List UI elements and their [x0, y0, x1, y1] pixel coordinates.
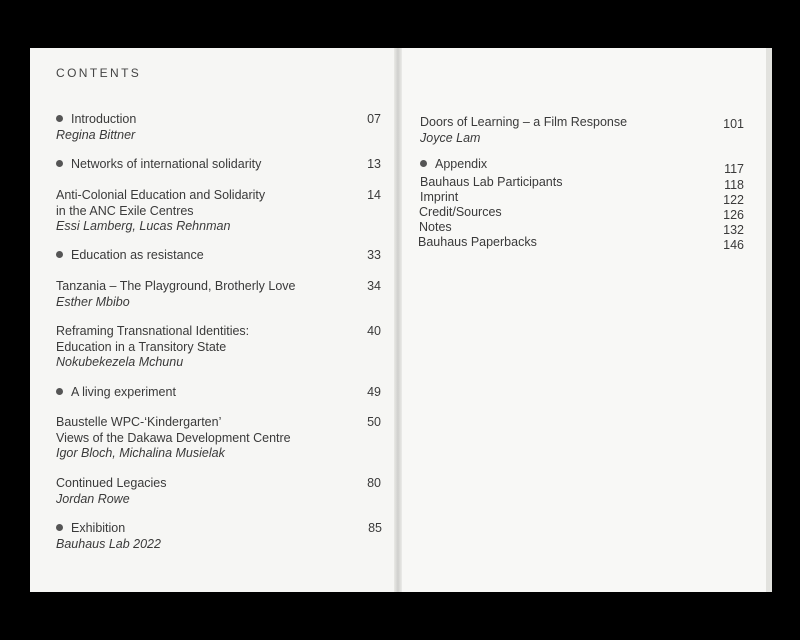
- appendix-item-credit-sources[interactable]: Credit/Sources: [419, 205, 502, 219]
- toc-entry-exhibition[interactable]: [56, 521, 161, 552]
- bullet-icon: [420, 160, 427, 167]
- entry-author: Joyce Lam: [420, 130, 481, 145]
- entry-page-number: 50: [367, 415, 381, 429]
- entry-title: Continued Legacies: [56, 476, 167, 490]
- entry-title: Reframing Transnational Identities:: [56, 324, 250, 338]
- bullet-icon: [56, 251, 63, 258]
- appendix-page-number: 122: [723, 193, 744, 207]
- appendix-item-notes[interactable]: Notes: [419, 220, 452, 234]
- contents-heading: CONTENTS: [56, 66, 142, 80]
- toc-entry-tanzania[interactable]: [56, 279, 296, 310]
- entry-title-continued: in the ANC Exile Centres: [56, 203, 194, 218]
- entry-author: Bauhaus Lab 2022: [56, 536, 161, 551]
- bullet-icon: [56, 115, 63, 122]
- entry-author: Jordan Rowe: [56, 491, 130, 506]
- entry-title: Tanzania – The Playground, Brotherly Love: [56, 279, 296, 293]
- entry-title: Doors of Learning – a Film Response: [420, 115, 628, 129]
- entry-author: Regina Bittner: [56, 127, 136, 142]
- toc-entry-introduction[interactable]: [56, 112, 136, 143]
- appendix-item-paperbacks[interactable]: Bauhaus Paperbacks: [418, 235, 537, 249]
- toc-entry-networks[interactable]: [56, 157, 261, 173]
- entry-title: A living experiment: [56, 385, 176, 401]
- entry-title: Exhibition: [56, 521, 161, 537]
- book-gutter: [394, 48, 402, 592]
- entry-author: Essi Lamberg, Lucas Rehnman: [56, 219, 231, 233]
- appendix-page-number: 118: [724, 178, 744, 192]
- entry-page-number: 34: [367, 279, 381, 293]
- toc-entry-doors-of-learning[interactable]: [420, 115, 627, 146]
- appendix-page-number: 146: [723, 238, 744, 252]
- entry-title: Education as resistance: [56, 248, 204, 264]
- toc-entry-appendix[interactable]: [420, 157, 487, 173]
- entry-title: Introduction: [56, 112, 136, 128]
- toc-entry-living-experiment[interactable]: [56, 385, 176, 401]
- entry-page-number: 49: [367, 385, 381, 399]
- entry-title-continued: Education in a Transitory State: [56, 339, 227, 354]
- toc-entry-education-resistance[interactable]: [56, 248, 204, 264]
- entry-title: Networks of international solidarity: [56, 157, 261, 173]
- entry-page-number: 85: [368, 521, 382, 535]
- bullet-icon: [56, 160, 63, 167]
- bullet-icon: [56, 388, 63, 395]
- entry-page-number: 07: [367, 112, 381, 126]
- toc-entry-reframing[interactable]: [56, 324, 249, 371]
- entry-title: Appendix: [420, 157, 487, 173]
- appendix-item-participants[interactable]: Bauhaus Lab Participants: [420, 175, 563, 189]
- entry-page-number: 14: [367, 188, 381, 202]
- appendix-page-number: 132: [723, 223, 744, 237]
- entry-page-number: 13: [367, 157, 381, 171]
- entry-title-continued: Views of the Dakawa Development Centre: [56, 430, 291, 445]
- appendix-item-imprint[interactable]: Imprint: [420, 190, 459, 204]
- entry-author: Nokubekezela Mchunu: [56, 355, 184, 369]
- appendix-page-number: 126: [723, 208, 744, 222]
- entry-author: Igor Bloch, Michalina Musielak: [56, 446, 225, 460]
- entry-page-number: 117: [724, 162, 744, 176]
- entry-title: Anti-Colonial Education and Solidarity: [56, 188, 266, 202]
- entry-page-number: 40: [367, 324, 381, 338]
- bullet-icon: [56, 524, 63, 531]
- entry-page-number: 80: [367, 476, 381, 490]
- entry-page-number: 101: [723, 117, 744, 131]
- toc-entry-anti-colonial[interactable]: [56, 188, 265, 235]
- toc-entry-continued-legacies[interactable]: [56, 476, 167, 507]
- entry-title: Baustelle WPC-‘Kindergarten’: [56, 415, 222, 429]
- page-edge: [766, 48, 772, 592]
- toc-entry-baustelle[interactable]: [56, 415, 291, 462]
- entry-page-number: 33: [367, 248, 381, 262]
- entry-author: Esther Mbibo: [56, 294, 130, 309]
